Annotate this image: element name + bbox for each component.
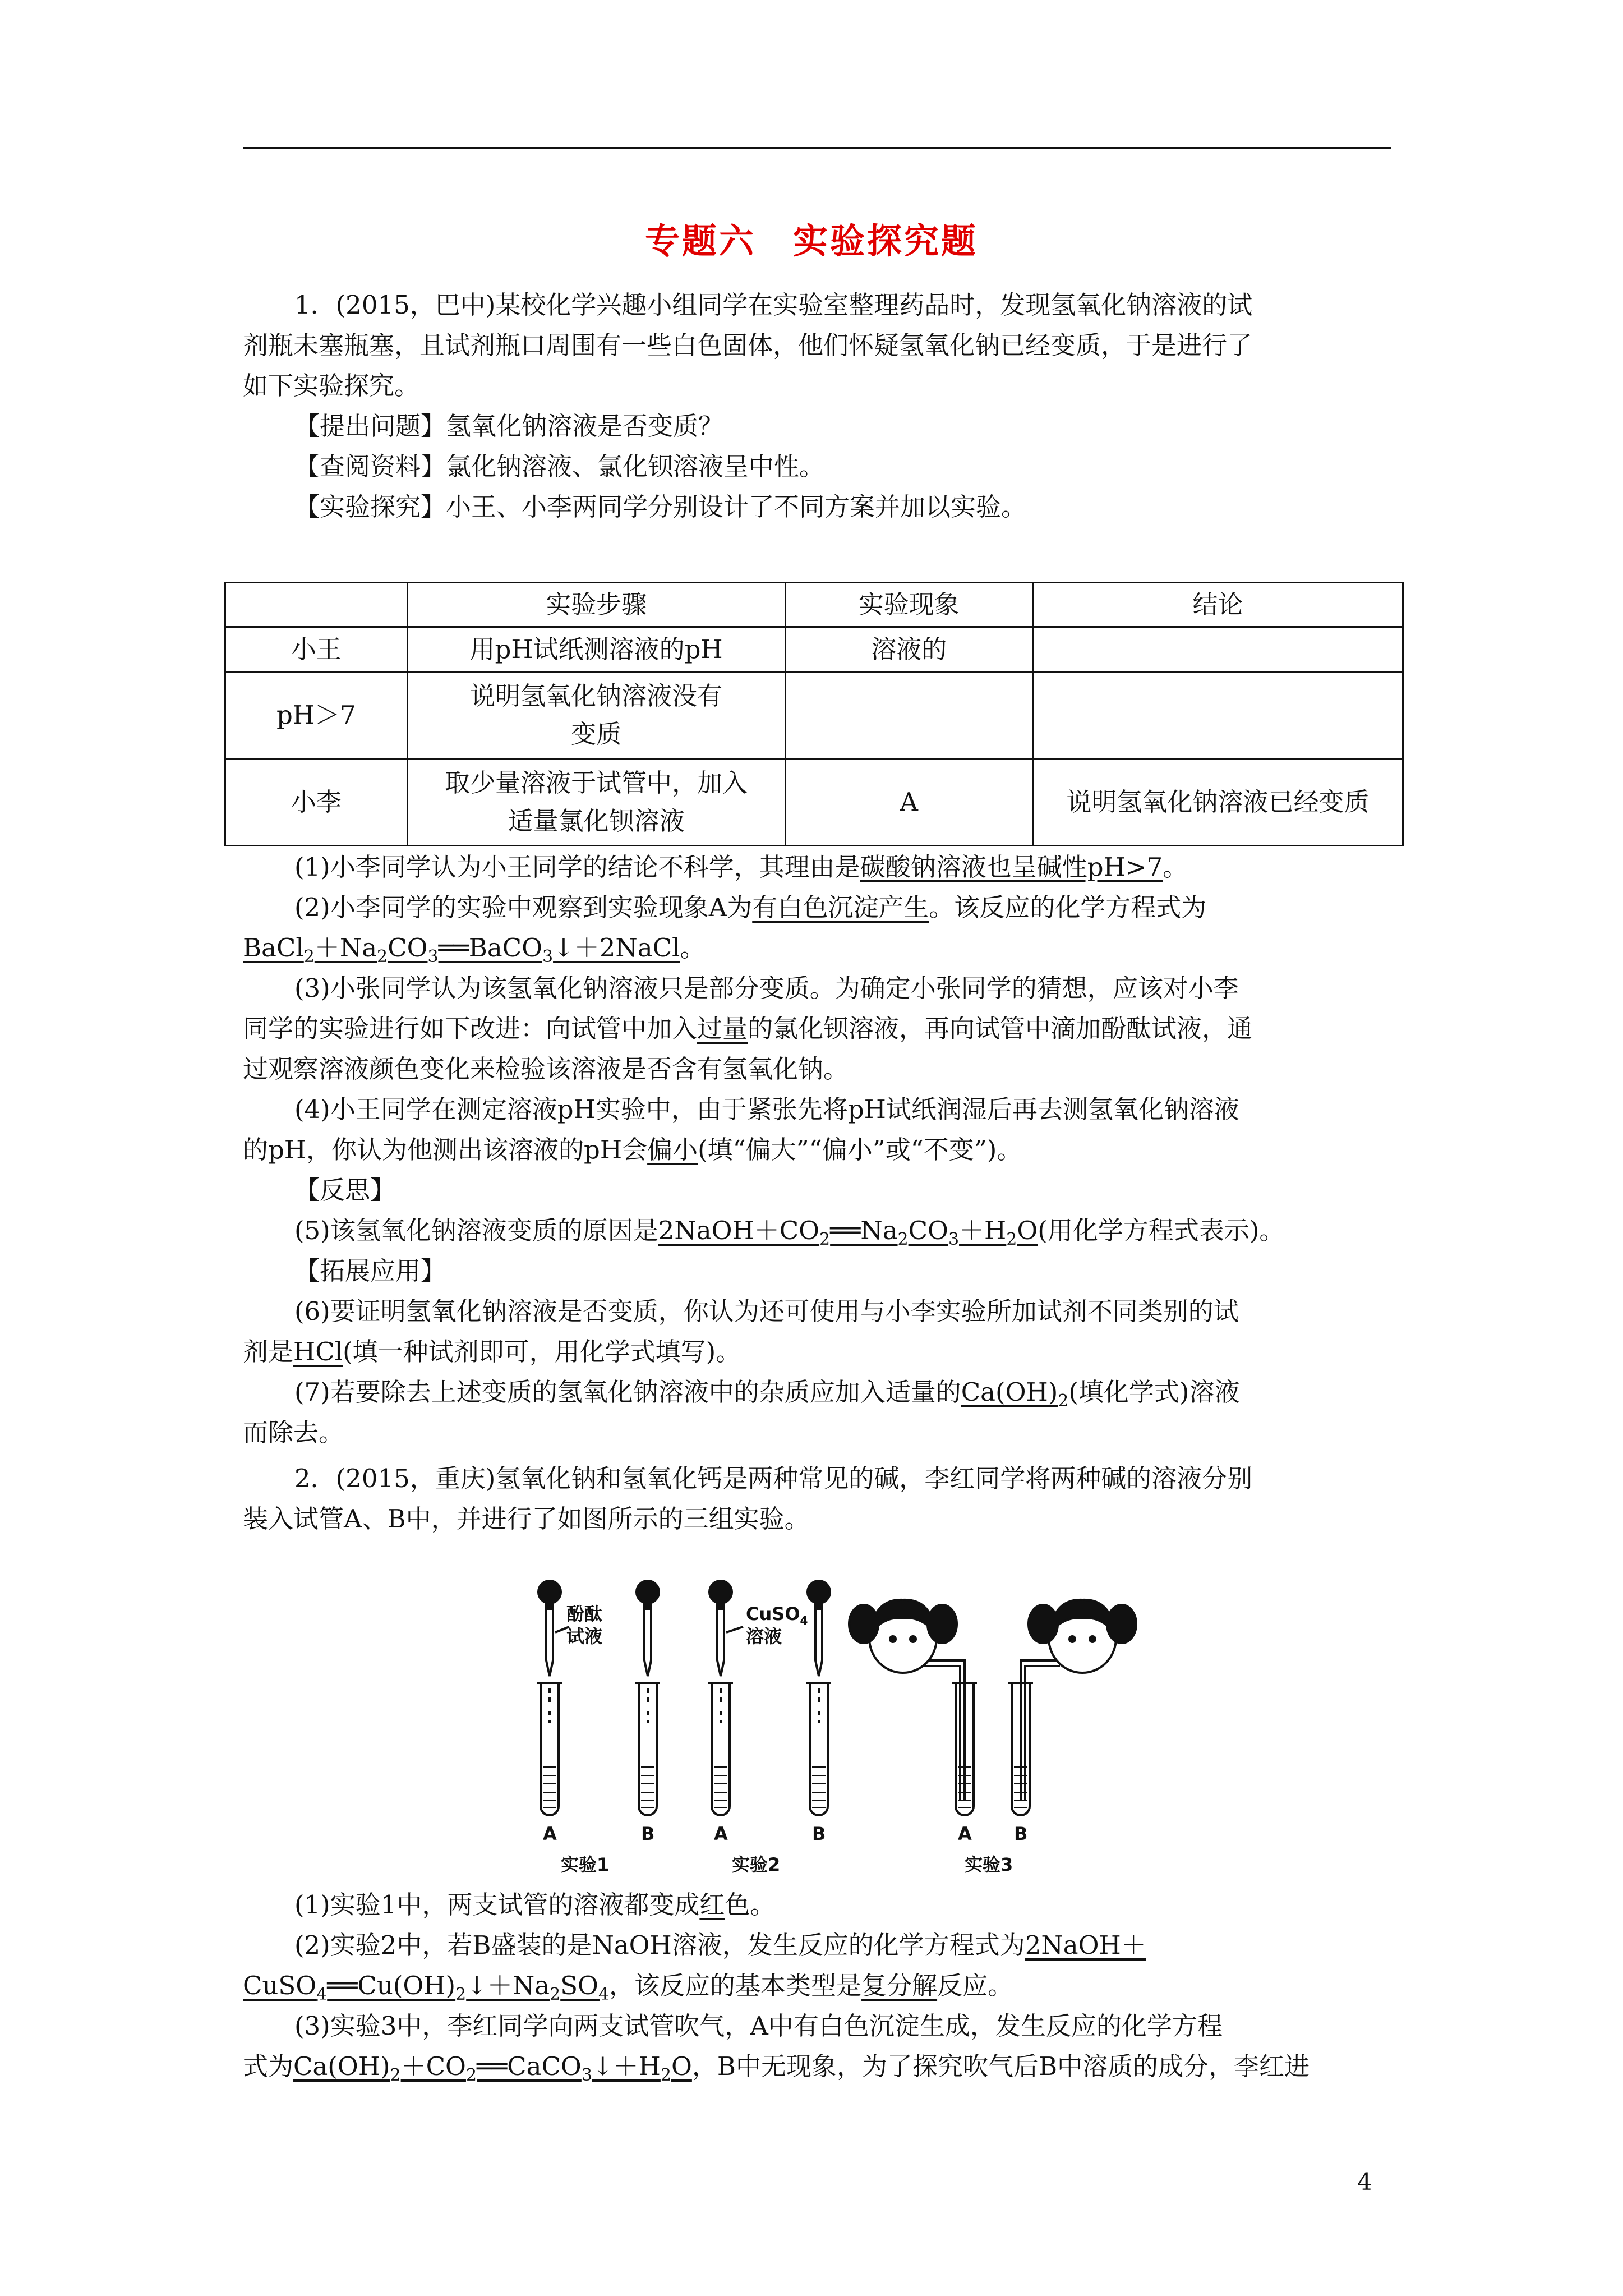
header-rule <box>243 147 1391 149</box>
eq-sub: 2 <box>455 1985 467 2004</box>
answer-equation <box>658 1216 1038 1249</box>
table-cell <box>1032 627 1403 672</box>
table-row <box>225 672 1403 759</box>
q1-sub2 <box>243 887 1391 928</box>
table-cell: 小李 <box>225 759 408 846</box>
eq-sub: 3 <box>427 947 439 967</box>
tube-label: B <box>1014 1823 1028 1844</box>
table-cell <box>1032 672 1403 759</box>
q1-intro-line1: 1．(2015，巴中)某校化学兴趣小组同学在实验室整理药品时，发现氢氧化钠溶液的试 <box>294 290 1253 320</box>
text: ，该反应的基本类型是 <box>609 1971 862 2000</box>
table-cell: 说明氢氧化钠溶液已经变质 <box>1032 759 1403 846</box>
text: 同学的实验进行如下改进：向试管中加入 <box>243 1014 698 1043</box>
q1-sub6-line2 <box>243 1332 1391 1372</box>
table-cell-line: 取少量溶液于试管中，加入 <box>445 768 748 798</box>
straw-icon <box>920 1660 965 1801</box>
eq-sub: 2 <box>1006 1230 1017 1249</box>
answer <box>961 1377 1069 1411</box>
eq-sub: 3 <box>948 1230 960 1249</box>
table-cell <box>407 672 785 759</box>
experiment-caption: 实验1 <box>561 1854 610 1875</box>
eq-part: ↓＋2NaCl <box>553 933 680 963</box>
reagent-label: 溶液 <box>746 1626 782 1647</box>
table-cell-line: 变质 <box>571 719 622 749</box>
eq-part: ══CaCO <box>477 2051 582 2081</box>
eq-part: Ca(OH) <box>293 2051 390 2081</box>
table-cell-line: 适量氯化钡溶液 <box>508 806 685 836</box>
answer: 碳酸钠溶液也呈碱性pH>7 <box>860 852 1163 882</box>
q1-question: 【提出问题】氢氧化钠溶液是否变质？ <box>294 411 724 441</box>
experiment-figure <box>527 1576 1178 1879</box>
text: (填一种试剂即可，用化学式填写)。 <box>343 1337 741 1366</box>
reagent-text: CuSO <box>746 1603 800 1625</box>
text: (2)实验2中，若B盛装的是NaOH溶液，发生反应的化学方程式为 <box>294 1930 1025 1960</box>
eq-part: ══Cu(OH) <box>327 1971 456 2000</box>
text: 的pH，你认为他测出该溶液的pH会 <box>243 1135 648 1165</box>
answer-equation <box>243 933 680 967</box>
q2-sub1 <box>243 1885 1391 1925</box>
text: (1)实验1中，两支试管的溶液都变成 <box>294 1890 700 1920</box>
table-cell-line: 说明氢氧化钠溶液没有 <box>470 681 723 711</box>
table-header-row <box>225 583 1403 627</box>
eq-sub: 2 <box>550 1985 561 2004</box>
q1-reflect: 【反思】 <box>294 1175 396 1205</box>
text: (用化学方程式表示)。 <box>1038 1216 1285 1245</box>
test-tube-icon <box>806 1683 831 1815</box>
eq-part: CuSO <box>243 1971 317 2000</box>
eq-sub: 3 <box>542 947 554 967</box>
eq-part: ＋H <box>959 1216 1007 1245</box>
eq-part: ＋Na <box>314 933 377 963</box>
answer-equation <box>293 2051 692 2085</box>
text: 。该反应的化学方程式为 <box>929 892 1207 922</box>
text: (7)若要除去上述变质的氢氧化钠溶液中的杂质应加入适量的 <box>294 1377 961 1407</box>
q1-sub3-line3: 过观察溶液颜色变化来检验该溶液是否含有氢氧化钠。 <box>243 1054 849 1084</box>
eq-part: ══BaCO <box>438 933 542 963</box>
q1-sub4-line2 <box>243 1130 1391 1170</box>
eq-part: SO <box>560 1971 598 2000</box>
eq-part: ══Na <box>830 1216 898 1245</box>
text: (填化学式)溶液 <box>1068 1377 1240 1407</box>
eq-part: ↓＋H <box>592 2051 661 2081</box>
text: 色。 <box>725 1890 776 1920</box>
table-header-cell <box>225 583 408 627</box>
q2-intro-line1: 2．(2015，重庆)氢氧化钠和氢氧化钙是两种常见的碱，李红同学将两种碱的溶液分别 <box>294 1464 1253 1493</box>
eq-sub: 2 <box>465 2065 477 2085</box>
experiment-caption: 实验3 <box>965 1854 1013 1875</box>
eq-part: BaCl <box>243 933 304 963</box>
q1-sub4-line1: (4)小王同学在测定溶液pH实验中，由于紧张先将pH试纸润湿后再去测氢氧化钠溶液 <box>294 1094 1239 1124</box>
text: (填“偏大”“偏小”或“不变”)。 <box>698 1135 1022 1165</box>
text: (1)小李同学认为小王同学的结论不科学，其理由是 <box>294 852 860 882</box>
girl-face-icon <box>849 1600 957 1673</box>
q2-sub2-line2 <box>243 1966 1391 2006</box>
table-header-cell: 结论 <box>1032 583 1403 627</box>
experiment-caption: 实验2 <box>732 1854 781 1875</box>
q1-intro-line2: 剂瓶未塞瓶塞，且试剂瓶口周围有一些白色固体，他们怀疑氢氧化钠已经变质，于是进行了 <box>243 330 1253 360</box>
girl-face-icon <box>1029 1600 1136 1673</box>
eq-part: 2NaOH＋CO <box>658 1216 820 1245</box>
q1-intro-line3: 如下实验探究。 <box>243 371 420 401</box>
page-number: 4 <box>1357 2168 1372 2196</box>
answer: 复分解 <box>861 1971 938 2000</box>
eq-part: CO <box>388 933 428 963</box>
q1-sub3-line1: (3)小张同学认为该氢氧化钠溶液只是部分变质。为确定小张同学的猜想，应该对小李 <box>294 973 1239 1003</box>
eq-sub: 4 <box>316 1985 328 2004</box>
text: 。 <box>1163 852 1188 882</box>
eq-sub: 2 <box>897 1230 909 1249</box>
text: 反应。 <box>937 1971 1013 2000</box>
tube-label: A <box>543 1823 557 1844</box>
text: (2)小李同学的实验中观察到实验现象A为 <box>294 892 753 922</box>
q2-intro-line2: 装入试管A、B中，并进行了如图所示的三组实验。 <box>243 1504 810 1534</box>
test-tube-icon <box>537 1683 562 1815</box>
text: 剂是 <box>243 1337 294 1366</box>
q1-sub7-line2: 而除去。 <box>243 1418 344 1447</box>
table-row <box>225 759 1403 846</box>
q1-sub6-line1: (6)要证明氢氧化钠溶液是否变质，你认为还可使用与小李实验所加试剂不同类别的试 <box>294 1296 1239 1326</box>
table-header-cell: 实验现象 <box>785 583 1032 627</box>
eq-sub: 2 <box>660 2065 671 2085</box>
q2-sub2-line1 <box>243 1925 1391 1966</box>
table-cell: 小王 <box>225 627 408 672</box>
answer: HCl <box>293 1337 343 1366</box>
table-cell <box>785 672 1032 759</box>
answer: 有白色沉淀产生 <box>752 892 929 922</box>
page-title: 专题六 实验探究题 <box>644 220 978 261</box>
tube-label: A <box>714 1823 728 1844</box>
eq-sub: 2 <box>1058 1391 1069 1411</box>
text: 式为 <box>243 2051 294 2081</box>
text: 的氯化钡溶液，再向试管中滴加酚酞试液，通 <box>748 1014 1253 1043</box>
q1-sub2-equation <box>243 928 1391 968</box>
q1-sub1 <box>243 847 1391 887</box>
text: 。 <box>680 933 706 963</box>
answer: 红 <box>699 1890 725 1920</box>
reagent-sub: 4 <box>800 1614 808 1627</box>
table-cell <box>407 759 785 846</box>
text: (5)该氢氧化钠溶液变质的原因是 <box>294 1216 658 1245</box>
eq-part: O <box>1017 1216 1038 1245</box>
tube-label: B <box>812 1823 826 1844</box>
table-row <box>225 627 1403 672</box>
q2-sub3-line1: (3)实验3中，李红同学向两支试管吹气，A中有白色沉淀生成，发生反应的化学方程 <box>294 2011 1223 2041</box>
table-cell: 用pH试纸测溶液的pH <box>407 627 785 672</box>
test-tube-icon <box>635 1683 660 1815</box>
eq-sub: 4 <box>598 1985 610 2004</box>
answer: 2NaOH＋ <box>1025 1930 1146 1960</box>
eq-sub: 2 <box>377 947 388 967</box>
tube-label: B <box>641 1823 655 1844</box>
q2-sub3-line2 <box>243 2046 1391 2087</box>
eq-part: O <box>671 2051 692 2081</box>
answer-equation <box>243 1971 610 2004</box>
eq-sub: 3 <box>581 2065 592 2085</box>
eq-part: ＋CO <box>400 2051 466 2081</box>
q1-sub3-line2 <box>243 1009 1391 1049</box>
answer: 过量 <box>697 1014 748 1043</box>
eq-part: ↓＋Na <box>466 1971 550 2000</box>
eq-sub: 2 <box>819 1230 831 1249</box>
eq-sub: 2 <box>390 2065 401 2085</box>
q1-sub7-line1 <box>243 1372 1391 1412</box>
q1-explore: 【实验探究】小王、小李两同学分别设计了不同方案并加以实验。 <box>294 492 1027 522</box>
q1-extend: 【拓展应用】 <box>294 1256 446 1286</box>
straw-icon <box>1021 1660 1060 1801</box>
eq-part: CO <box>908 1216 948 1245</box>
reagent-label: 试液 <box>566 1626 603 1647</box>
answer: 偏小 <box>647 1135 698 1165</box>
text: ，B中无现象，为了探究吹气后B中溶质的成分，李红进 <box>691 2051 1310 2081</box>
table-cell: 溶液的 <box>785 627 1032 672</box>
test-tube-icon <box>708 1683 733 1815</box>
reagent-label <box>746 1603 808 1627</box>
table-header-cell: 实验步骤 <box>407 583 785 627</box>
q1-sub5 <box>243 1211 1391 1251</box>
reagent-label: 酚酞 <box>566 1603 603 1625</box>
table-cell: pH＞7 <box>225 672 408 759</box>
eq-part: Ca(OH) <box>961 1377 1058 1407</box>
tube-label: A <box>958 1823 972 1844</box>
experiment-table <box>224 582 1404 846</box>
q1-info: 【查阅资料】氯化钠溶液、氯化钡溶液呈中性。 <box>294 452 825 481</box>
table-cell: A <box>785 759 1032 846</box>
eq-sub: 2 <box>303 947 315 967</box>
